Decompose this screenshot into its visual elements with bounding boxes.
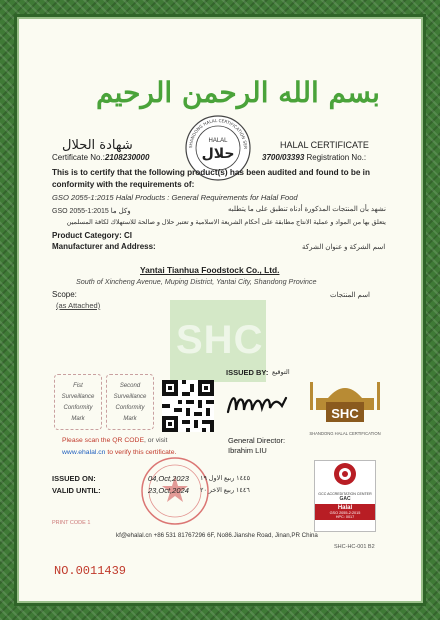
shc-logo-text: SHC (331, 406, 359, 421)
certificate-number-value: 2108230000 (104, 153, 150, 162)
serial-number: NO.0011439 (54, 564, 127, 578)
scope-label-arabic: اسم المنتجات (330, 292, 371, 299)
stamp-line: Second (119, 383, 141, 389)
stamp-line: Surveillance (113, 394, 147, 400)
verify-line-1 (62, 437, 167, 444)
seal-arc-text: SHANDONG HALAL CERTIFICATION SER (187, 117, 249, 149)
stamp-line: Mark (123, 416, 137, 422)
footer-contact: kf@ehalal.cn +86 531 81767296 6F, No86.Jianshe Road, Jinan,PR China (116, 532, 318, 539)
gac-accreditation-logo (314, 460, 376, 532)
qr-code-icon (162, 380, 214, 432)
verify-line-2 (62, 449, 176, 456)
manufacturer-label-arabic: اسم الشركة و عنوان الشركة (302, 244, 386, 251)
title-arabic: شهادة الحلال (62, 138, 133, 153)
shc-logo (306, 374, 384, 436)
arabic-statement-2: GSO 2055-1:2015 وكل ما (52, 208, 131, 215)
scope-label: Scope: (52, 290, 77, 299)
shc-watermark-text: SHC (176, 318, 264, 362)
title-english: HALAL CERTIFICATE (280, 140, 369, 150)
verify-scan-text: Please scan the QR CODE (62, 437, 144, 444)
manufacturer-name: Yantai Tianhua Foodstock Co., Ltd. (140, 265, 280, 275)
certificate-number-caption: Certificate No.: (52, 153, 105, 162)
registration-number (262, 153, 366, 162)
stamp-line: Surveillance (61, 394, 95, 400)
signature-icon (224, 384, 290, 420)
issued-on-hijri: ١٤٤٥ ربيع الاول ١٩ (200, 475, 251, 482)
manufacturer-address: South of Xincheng Avenue, Muping District, Yantai City, Shandong Province (76, 277, 317, 286)
arabic-statement-1 (120, 205, 386, 213)
seal-halal-latin: HALAL (208, 138, 228, 144)
gac-standard: GSO 2055-2:2015 (329, 511, 361, 515)
verify-or-visit: , or visit (143, 437, 168, 444)
gac-emblem-icon (315, 461, 375, 487)
gac-abbr: GAC (339, 496, 351, 502)
scope-value: (as Attached) (56, 301, 101, 310)
issued-by-label: ISSUED BY: (226, 368, 269, 377)
mosque-skyline-icon (306, 374, 384, 424)
manufacturer-label: Manufacturer and Address: (52, 242, 156, 251)
verification-qr-code[interactable] (162, 380, 214, 432)
gac-label: Halal (337, 505, 353, 511)
valid-until-label: VALID UNTIL: (52, 486, 101, 495)
gac-code: HPC: 0017 (335, 515, 355, 519)
registration-number-value: 3700/03393 (262, 153, 305, 162)
bismillah-calligraphy: بسم الله الرحمن الرحيم (96, 76, 380, 109)
director-name: Ibrahim LIU (228, 446, 267, 455)
certificate-number-label (52, 153, 149, 162)
stamp-line: Mark (71, 416, 85, 422)
arabic-statement-3: يتعلق بها من المواد و عملية الانتاج مطابقة على أحكام الشريعة الاسلامية و تعتبر حلال و صالحة للاستهلاك لكافة المسلمين (66, 219, 386, 226)
second-surveillance-mark (106, 374, 154, 430)
statement-line-1: This is to certify that the following product(s) has been audited and found to be in (52, 168, 370, 177)
verify-suffix: to verify this certificate. (105, 449, 177, 456)
seal-halal-arabic: حلال (201, 146, 235, 162)
product-category-label: Product Category: (52, 231, 122, 240)
shc-logo-caption: SHANDONG HALAL CERTIFICATION (309, 431, 381, 436)
first-surveillance-mark (54, 374, 102, 430)
arabic-statement-1-text: نشهد بأن المنتجات المذكورة أدناه تنطبق على ما يتطلبه (227, 206, 386, 213)
stamp-line: Fist (73, 383, 83, 389)
document-code: SHC-HC-001 B2 (334, 544, 375, 550)
stamp-line: Conformity (63, 405, 93, 411)
valid-until-hijri: ١٤٤٦ ربيع الاخر ٢٠ (200, 487, 250, 494)
standard-english: GSO 2055-1:2015 Halal Products : General Requirements for Halal Food (52, 193, 298, 202)
product-category-value: CI (124, 231, 133, 240)
registration-number-caption: Registration No.: (306, 153, 367, 162)
director-label: General Director: (228, 436, 286, 445)
director-signature (224, 384, 290, 425)
statement-line-2: conformity with the requirements of: (52, 180, 195, 189)
issued-on-label: ISSUED ON: (52, 474, 96, 483)
issued-on-value: 04,Oct,2023 (148, 474, 189, 483)
gac-band (315, 504, 375, 520)
product-category (52, 231, 132, 240)
gac-org: GCC ACCREDITATION CENTER (318, 492, 372, 496)
stamp-line: Conformity (115, 405, 145, 411)
print-code: PRINT CODE 1 (52, 520, 91, 526)
valid-until-value: 23,Oct,2024 (148, 486, 189, 495)
verify-url-link[interactable]: www.ehalal.cn (62, 449, 106, 456)
issued-by-label-arabic: التوقيع (272, 369, 290, 376)
